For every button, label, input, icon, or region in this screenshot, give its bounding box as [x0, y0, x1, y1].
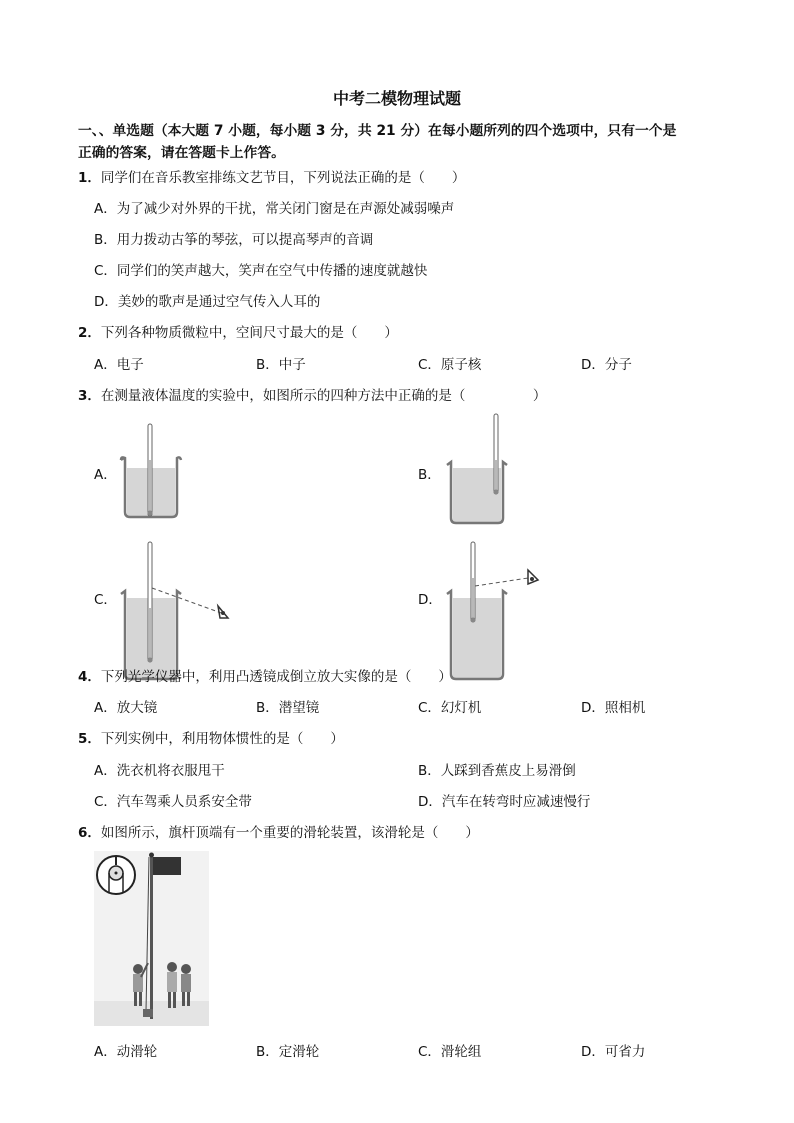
q4-option-d[interactable]: D．照相机 [581, 700, 646, 716]
q4-option-a[interactable]: A．放大镜 [94, 700, 158, 716]
flag-icon [153, 857, 181, 875]
question-5 [78, 727, 344, 747]
question-stem: 下列实例中，利用物体惯性的是（ ） [100, 731, 344, 747]
q5-option-d[interactable]: D．汽车在转弯时应减速慢行 [418, 794, 591, 810]
question-number: 3． [78, 388, 101, 404]
q2-option-d[interactable]: D．分子 [581, 357, 632, 373]
question-number: 5． [78, 731, 101, 747]
q4-option-c[interactable]: C．幻灯机 [418, 700, 482, 716]
section-heading-line2: 正确的答案，请在答题卡上作答。 [78, 145, 285, 161]
question-number: 1． [78, 170, 101, 186]
q1-option-c[interactable]: C．同学们的笑声越大，笑声在空气中传播的速度就越快 [94, 263, 428, 279]
question-number: 4． [78, 669, 101, 685]
beaker-figure-a [118, 420, 188, 520]
question-1 [78, 166, 465, 186]
question-stem: 在测量液体温度的实验中，如图所示的四种方法中正确的是（ ） [100, 388, 547, 404]
beaker-figure-b [444, 410, 514, 530]
q5-option-c[interactable]: C．汽车驾乘人员系安全带 [94, 794, 252, 810]
q3-option-c[interactable]: C． [94, 592, 117, 608]
q1-option-d[interactable]: D．美妙的歌声是通过空气传入人耳的 [94, 294, 321, 310]
question-stem: 下列各种物质微粒中，空间尺寸最大的是（ ） [100, 325, 398, 341]
q1-option-b[interactable]: B．用力拨动古筝的琴弦，可以提高琴声的音调 [94, 232, 374, 248]
q1-option-a[interactable]: A．为了减少对外界的干扰，常关闭门窗是在声源处减弱噪声 [94, 201, 455, 217]
q5-option-b[interactable]: B．人踩到香蕉皮上易滑倒 [418, 763, 576, 779]
q3-option-b[interactable]: B． [418, 467, 441, 483]
q6-option-b[interactable]: B．定滑轮 [256, 1044, 320, 1060]
q6-option-a[interactable]: A．动滑轮 [94, 1044, 158, 1060]
question-stem: 如图所示，旗杆顶端有一个重要的滑轮装置，该滑轮是（ ） [100, 825, 479, 841]
section-heading-line1: 一、、单选题（本大题 7 小题，每小题 3 分，共 21 分）在每小题所列的四个选项中，只有一个是 [78, 123, 677, 139]
q4-option-b[interactable]: B．潜望镜 [256, 700, 320, 716]
q6-option-c[interactable]: C．滑轮组 [418, 1044, 482, 1060]
eye-icon [528, 570, 538, 584]
beaker-figure-d [444, 538, 554, 688]
q2-option-c[interactable]: C．原子核 [418, 357, 482, 373]
q3-option-d[interactable]: D． [418, 592, 442, 608]
flagpole-pulley-illustration [94, 851, 209, 1026]
q3-option-a[interactable]: A． [94, 467, 117, 483]
question-number: 6． [78, 825, 101, 841]
q6-option-d[interactable]: D．可省力 [581, 1044, 646, 1060]
question-3 [78, 384, 546, 404]
question-stem: 同学们在音乐教室排练文艺节目，下列说法正确的是（ ） [100, 170, 466, 186]
question-stem: 下列光学仪器中，利用凸透镜成倒立放大实像的是（ ） [100, 669, 452, 685]
q2-option-a[interactable]: A．电子 [94, 357, 144, 373]
question-4 [78, 665, 452, 685]
question-6 [78, 821, 479, 841]
q5-option-a[interactable]: A．洗衣机将衣服甩干 [94, 763, 225, 779]
question-2 [78, 321, 398, 341]
q2-option-b[interactable]: B．中子 [256, 357, 306, 373]
question-number: 2． [78, 325, 101, 341]
page-title: 中考二模物理试题 [332, 89, 461, 108]
